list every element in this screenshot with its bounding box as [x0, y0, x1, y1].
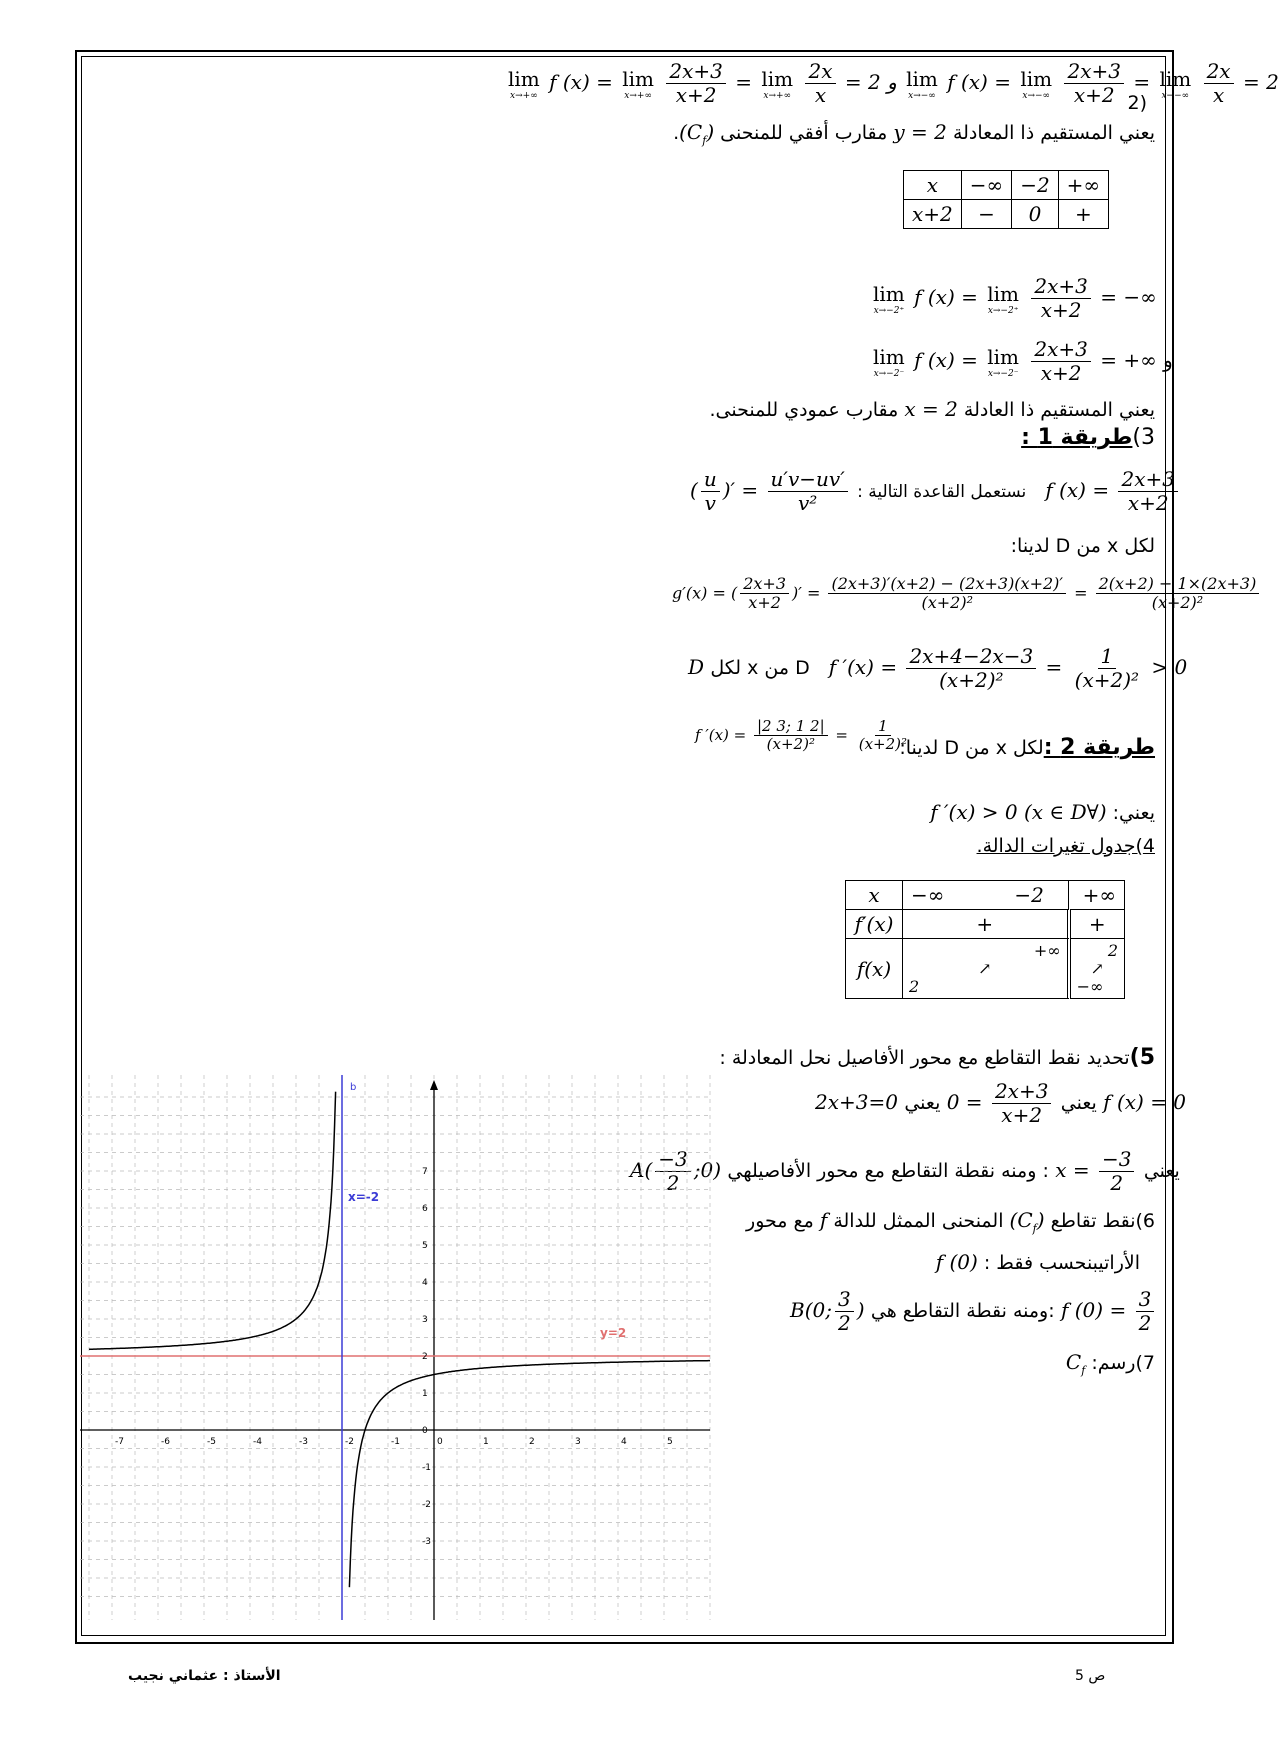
x-tick-label: -7 [115, 1437, 124, 1447]
method-2-formula: f ′(x) = $\frac{|2 3; 1 2|}{\text{(x+2)²}}$ = $\frac{1}{\text{(x+2)²}}$ [695, 717, 908, 754]
graph-grid [80, 1075, 710, 1620]
x-tick-label: 1 [483, 1437, 489, 1447]
quotient-rule-line: ( $\frac{u}{v}$ )′ = $\frac{u'v-uv'}{\text{v²}}$ : نستعمل القاعدة التالية f (x) = $\frac{2x+3}{x+2}$ [690, 468, 1181, 515]
curve-left-branch [89, 1092, 336, 1350]
equation-zero: 2x+3=0 يعني $\frac{2x+3}{x+2}$ = 0 يعني f (x) = 0 [815, 1079, 1187, 1127]
method-1-heading: 3)طريقة 1 : [1021, 425, 1155, 450]
item-number-2: (2 [1127, 92, 1147, 114]
limit-right-minus2: lim x→−2⁺ f (x) = lim x→−2⁺ $\frac{2x+3}{x+2}$ = −∞ [873, 274, 1157, 322]
x-tick-label: 4 [621, 1437, 627, 1447]
for-all-x-text: لكل x من D لدينا: [1010, 535, 1155, 557]
y-axis-arrow [430, 1080, 438, 1090]
section-7-heading: 7)رسم: $C_f$ [1065, 1350, 1155, 1377]
derivative-result: D لكل x من D f ′(x) = $\frac{2x+4-2x-3}{\text{(x+2)²}}$ = $\frac{1}{\text{(x+2)²}}$ > 0 [688, 644, 1188, 692]
function-graph [80, 1075, 710, 1620]
derivative-computation: g′(x) = ( $\frac{2x+3}{x+2}$ )′ = $\frac{(2x+3)'(x+2) - (2x+3)(x+2)'}{\text{(x+2)²}}$ = $\frac{2(x+2) - 1\times(2x+3)}{\text{(x+2)²}}$ [672, 575, 1262, 613]
y-tick-label: 2 [422, 1352, 428, 1362]
x-tick-label: 5 [667, 1437, 673, 1447]
limit-left-minus2: lim x→−2⁻ f (x) = lim x→−2⁻ $\frac{2x+3}{x+2}$ = +∞ و [873, 337, 1173, 385]
variation-table: x −∞ −2 +∞ f′(x) + + f(x) 2 +∞ ↗ −∞ 2 ↗ [845, 880, 1125, 999]
footer-page: ص 5 [1075, 1668, 1106, 1684]
x-tick-label: 0 [437, 1437, 443, 1447]
y-tick-label: -2 [422, 1500, 431, 1510]
variation-table-heading: 4)جدول تغيرات الدالة. [976, 835, 1155, 857]
y-tick-label: 4 [422, 1278, 428, 1288]
y-tick-labels [422, 1167, 431, 1547]
y-tick-label: 7 [422, 1167, 428, 1177]
y-tick-label: 3 [422, 1315, 428, 1325]
vertical-asymptote-text: يعني المستقيم ذا العادلة x = 2 مقارب عمودي للمنحنى. [709, 397, 1155, 421]
y-tick-label: 5 [422, 1241, 428, 1251]
y-tick-label: 6 [422, 1204, 428, 1214]
label-vertical-asymptote: x=-2 [348, 1190, 380, 1204]
y-tick-label: 0 [422, 1426, 428, 1436]
y-intercept-line: B(0; $\frac{3}{2}$ ) ومنه نقطة التقاطع هي: f (0) = $\frac{3}{2}$ [790, 1288, 1157, 1335]
sign-table: x −∞ −2 +∞ x+2 − 0 + [903, 170, 1109, 229]
x-tick-label: -3 [299, 1437, 308, 1447]
y-axis-text: الأراتيبنحسب فقط : f (0) [935, 1250, 1140, 1274]
y-tick-label: -1 [422, 1463, 431, 1473]
x-tick-label: -6 [161, 1437, 170, 1447]
label-horizontal-asymptote: y=2 [600, 1326, 627, 1340]
y-tick-label: -3 [422, 1537, 431, 1547]
label-b: b [350, 1082, 357, 1093]
y-tick-label: 1 [422, 1389, 428, 1399]
x-tick-label: -1 [391, 1437, 400, 1447]
section-5-heading: 5)تحديد نقط التقاطع مع محور الأفاصيل نحل المعادلة : [719, 1045, 1155, 1070]
section-6-heading: 6)نقط تقاطع $(C_f)$ المنحنى الممثل للدالة f مع محور [746, 1208, 1155, 1235]
x-tick-label: -4 [253, 1437, 262, 1447]
x-intercept-line: A( $\frac{-3}{2}$ ;0) ومنه نقطة التقاطع مع محور الأفاصيلهي : x = $\frac{-3}{2}$ يعني [630, 1147, 1180, 1195]
derivative-positive: يعني: (∀x ∈ D) f ′(x) > 0 [930, 800, 1155, 824]
curve-right-branch [349, 1361, 710, 1588]
x-tick-labels [115, 1437, 673, 1447]
limits-infinity: lim x→+∞ f (x) = lim x→+∞ $\frac{2x+3}{x+2}$ = lim x→+∞ $\frac{2x}{x}$ = 2 و lim x→−∞ f (x) = lim x→−∞ $\frac{2x+3}{x+2}$ = lim x→−∞ $\frac{2x}{x}$ = 2 [508, 59, 1279, 107]
x-tick-label: 3 [575, 1437, 581, 1447]
method-2-heading: طريقة 2 :لكل x من D لدينا: [899, 735, 1155, 760]
x-tick-label: -2 [345, 1437, 354, 1447]
x-tick-label: 2 [529, 1437, 535, 1447]
footer-author: الأستاذ : عثماني نجيب [128, 1668, 281, 1684]
x-tick-label: -5 [207, 1437, 216, 1447]
horizontal-asymptote-text: يعني المستقيم ذا المعادلة y = 2 مقارب أفقي للمنحنى $(C_f)$. [673, 120, 1155, 147]
